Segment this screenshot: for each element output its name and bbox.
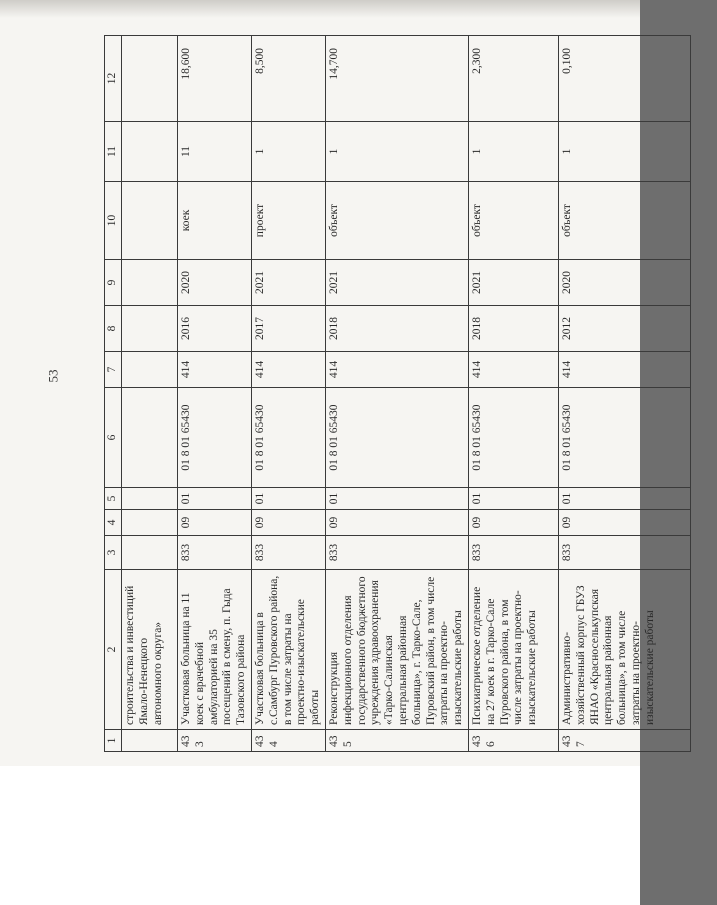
code-6: 01 8 01 65430 <box>558 388 690 488</box>
table-row <box>558 36 690 752</box>
capacity: 1 <box>251 122 325 182</box>
code-5: 01 <box>325 488 468 510</box>
table-row <box>178 36 252 752</box>
object-name: Психиатрическое отделение на 27 коек в г. Тарко-Сале Пуровского района, в том числе затраты на проектно-изыскательские работы <box>468 570 558 730</box>
col-header-2: 2 <box>105 570 122 730</box>
col-header-10: 10 <box>105 182 122 260</box>
table-row <box>468 36 558 752</box>
unit: объект <box>325 182 468 260</box>
budget-table <box>104 35 691 752</box>
capacity: 1 <box>468 122 558 182</box>
col-header-3: 3 <box>105 536 122 570</box>
code-4 <box>122 510 178 536</box>
object-name: строительства и инвестиций Ямало-Ненецкого автономного округа» <box>122 570 178 730</box>
end-year: 2020 <box>178 260 252 306</box>
row-number <box>122 730 178 752</box>
code-4: 09 <box>558 510 690 536</box>
unit: коек <box>178 182 252 260</box>
col-header-4: 4 <box>105 510 122 536</box>
object-name: Реконструкция инфекционного отделения государственного бюджетного учреждения здравоохранения «Тарко-Салинская центральная районная больница», г. Тарко-Сале, Пуровский район, в том числе затраты на проектно-изыскательские работы <box>325 570 468 730</box>
code-6: 01 8 01 65430 <box>178 388 252 488</box>
end-year <box>122 260 178 306</box>
code-3: 833 <box>251 536 325 570</box>
table-row <box>122 36 178 752</box>
capacity: 11 <box>178 122 252 182</box>
code-4: 09 <box>251 510 325 536</box>
rotated-table-frame <box>104 36 656 752</box>
row-number: 437 <box>558 730 690 752</box>
capacity: 1 <box>558 122 690 182</box>
capacity <box>122 122 178 182</box>
col-header-7: 7 <box>105 352 122 388</box>
unit: объект <box>558 182 690 260</box>
code-7: 414 <box>251 352 325 388</box>
object-name: Административно-хозяйственный корпус ГБУЗ ЯНАО «Красноселькупская центральная районная больница», в том числе затраты на проектно-изыскательские работы <box>558 570 690 730</box>
amount: 2,300 <box>468 36 558 122</box>
end-year: 2020 <box>558 260 690 306</box>
code-3: 833 <box>468 536 558 570</box>
col-header-11: 11 <box>105 122 122 182</box>
col-header-12: 12 <box>105 36 122 122</box>
object-name: Участковая больница на 11 коек с врачебной амбулаторией на 35 посещений в смену, п. Гыда Тазовского района <box>178 570 252 730</box>
row-number: 433 <box>178 730 252 752</box>
code-7 <box>122 352 178 388</box>
unit <box>122 182 178 260</box>
col-header-5: 5 <box>105 488 122 510</box>
code-5: 01 <box>251 488 325 510</box>
code-3: 833 <box>325 536 468 570</box>
header-row <box>105 36 122 752</box>
start-year: 2018 <box>325 306 468 352</box>
start-year <box>122 306 178 352</box>
code-5: 01 <box>558 488 690 510</box>
code-4: 09 <box>468 510 558 536</box>
start-year: 2012 <box>558 306 690 352</box>
unit: объект <box>468 182 558 260</box>
code-4: 09 <box>178 510 252 536</box>
amount <box>122 36 178 122</box>
col-header-9: 9 <box>105 260 122 306</box>
code-5: 01 <box>178 488 252 510</box>
code-5 <box>122 488 178 510</box>
code-3: 833 <box>178 536 252 570</box>
end-year: 2021 <box>325 260 468 306</box>
code-6: 01 8 01 65430 <box>468 388 558 488</box>
row-number: 434 <box>251 730 325 752</box>
amount: 8,500 <box>251 36 325 122</box>
code-7: 414 <box>468 352 558 388</box>
code-5: 01 <box>468 488 558 510</box>
page-bottom-margin <box>0 766 640 905</box>
page-number: 53 <box>45 369 61 383</box>
code-7: 414 <box>325 352 468 388</box>
col-header-6: 6 <box>105 388 122 488</box>
rotated-table-area <box>104 36 717 747</box>
amount: 14,700 <box>325 36 468 122</box>
amount: 18,600 <box>178 36 252 122</box>
start-year: 2018 <box>468 306 558 352</box>
code-7: 414 <box>178 352 252 388</box>
start-year: 2016 <box>178 306 252 352</box>
table-row <box>251 36 325 752</box>
code-6 <box>122 388 178 488</box>
start-year: 2017 <box>251 306 325 352</box>
end-year: 2021 <box>468 260 558 306</box>
code-3 <box>122 536 178 570</box>
col-header-1: 1 <box>105 730 122 752</box>
unit: проект <box>251 182 325 260</box>
code-3: 833 <box>558 536 690 570</box>
code-6: 01 8 01 65430 <box>325 388 468 488</box>
amount: 0,100 <box>558 36 690 122</box>
row-number: 435 <box>325 730 468 752</box>
code-4: 09 <box>325 510 468 536</box>
capacity: 1 <box>325 122 468 182</box>
end-year: 2021 <box>251 260 325 306</box>
table-row <box>325 36 468 752</box>
code-7: 414 <box>558 352 690 388</box>
code-6: 01 8 01 65430 <box>251 388 325 488</box>
col-header-8: 8 <box>105 306 122 352</box>
object-name: Участковая больница в с.Самбург Пуровского района, в том числе затраты на проектно-изыскательские работы <box>251 570 325 730</box>
row-number: 436 <box>468 730 558 752</box>
